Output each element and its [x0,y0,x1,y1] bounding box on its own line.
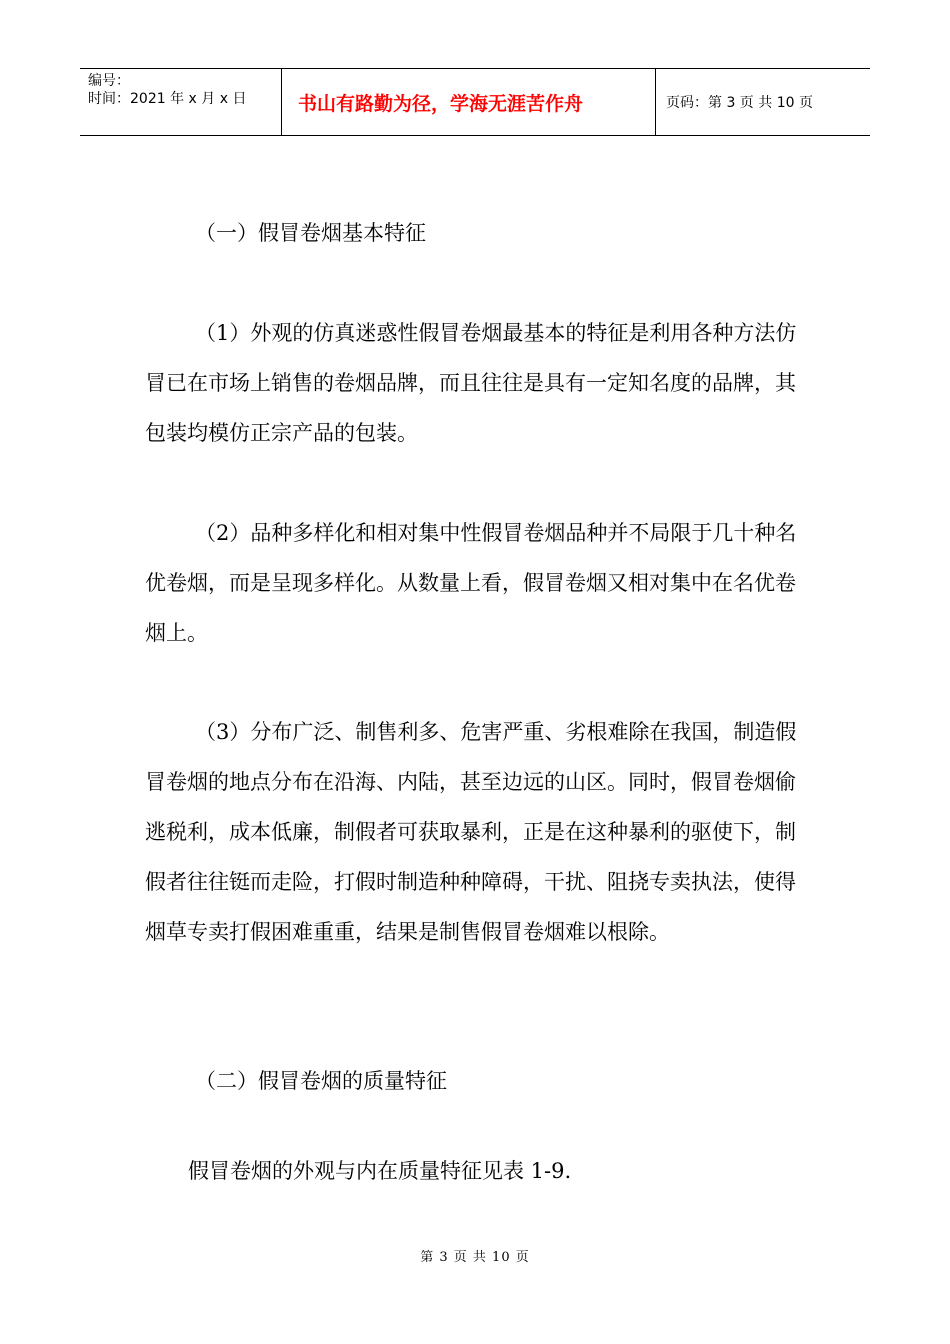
paragraph-1: （1）外观的仿真迷惑性假冒卷烟最基本的特征是利用各种方法仿冒已在市场上销售的卷烟品牌，而且往往是具有一定知名度的品牌，其包装均模仿正宗产品的包装。 [145,321,797,445]
paragraph-4: 假冒卷烟的外观与内在质量特征见表 1-9. [188,1159,572,1183]
paragraph-2: （2）品种多样化和相对集中性假冒卷烟品种并不局限于几十种名优卷烟，而是呈现多样化。从数量上看，假冒卷烟又相对集中在名优卷烟上。 [145,521,797,645]
section-heading-1: （一）假冒卷烟基本特征 [195,221,426,245]
header-page-label: 页码：第 3 页 共 10 页 [666,95,813,111]
paragraph-3: （3）分布广泛、制售利多、危害严重、劣根难除在我国，制造假冒卷烟的地点分布在沿海、内陆，甚至边远的山区。同时，假冒卷烟偷逃税利，成本低廉，制假者可获取暴利，正是在这种暴利的驱使下，制假者往往铤而走险，打假时制造种种障碍，干扰、阻挠专卖执法，使得烟草专卖打假困难重重，结果是制售假冒卷烟难以根除。 [145,720,797,944]
page-footer: 第 3 页 共 10 页 [420,1250,530,1265]
document-date-label: 时间：2021 年 x 月 x 日 [88,91,247,107]
header-info-cell [80,69,282,135]
document-number-label: 编号： [88,73,130,89]
section-heading-2: （二）假冒卷烟的质量特征 [195,1069,447,1093]
document-header [80,68,870,136]
header-motto: 书山有路勤为径，学海无涯苦作舟 [282,69,656,135]
